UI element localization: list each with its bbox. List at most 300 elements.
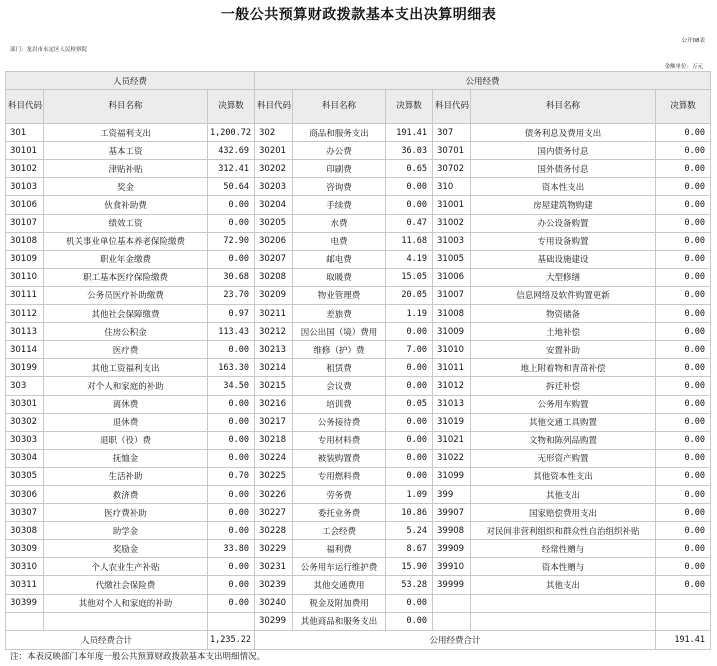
subject-name-cell: 地上附着物和青苗补偿 — [471, 359, 656, 377]
subject-name-cell: 其他交通工具购置 — [471, 413, 656, 431]
subject-name-cell: 税金及附加费用 — [293, 594, 386, 612]
subject-name-cell: 国外债务付息 — [471, 160, 656, 178]
table-row — [6, 413, 711, 431]
amount-cell — [656, 594, 711, 612]
subject-code-cell: 30111 — [6, 286, 44, 304]
subject-name-cell: 资本性支出 — [471, 178, 656, 196]
subject-code-cell: 30306 — [6, 485, 44, 503]
footnote: 注：本表反映部门本年度一般公共预算财政拨款基本支出明细情况。 — [10, 652, 266, 662]
subject-code-cell: 31002 — [433, 214, 471, 232]
subject-code-cell: 30310 — [6, 558, 44, 576]
subject-name-cell: 因公出国（境）费用 — [293, 323, 386, 341]
subject-code-cell: 302 — [255, 124, 293, 142]
subject-name-cell: 其他工资福利支出 — [44, 359, 208, 377]
subject-code-cell: 30107 — [6, 214, 44, 232]
expenditure-table — [5, 71, 711, 650]
subject-code-cell: 39910 — [433, 558, 471, 576]
col-header-amount: 决算数 — [208, 90, 255, 124]
subject-name-cell: 退休费 — [44, 413, 208, 431]
amount-cell: 0.00 — [386, 323, 433, 341]
table-row — [6, 286, 711, 304]
amount-cell — [656, 612, 711, 630]
amount-cell: 0.00 — [656, 413, 711, 431]
subject-code-cell: 30212 — [255, 323, 293, 341]
amount-cell: 23.70 — [208, 286, 255, 304]
amount-cell: 10.86 — [386, 504, 433, 522]
subject-code-cell: 30231 — [255, 558, 293, 576]
amount-cell: 0.00 — [656, 522, 711, 540]
subject-name-cell: 住房公积金 — [44, 323, 208, 341]
table-row — [6, 178, 711, 196]
subject-name-cell: 办公设备购置 — [471, 214, 656, 232]
subject-name-cell: 委托业务费 — [293, 504, 386, 522]
amount-cell: 11.68 — [386, 232, 433, 250]
amount-cell: 72.90 — [208, 232, 255, 250]
subject-name-cell: 手续费 — [293, 196, 386, 214]
subject-code-cell: 30106 — [6, 196, 44, 214]
subject-name-cell: 福利费 — [293, 540, 386, 558]
subject-name-cell: 专用燃料费 — [293, 467, 386, 485]
table-row — [6, 576, 711, 594]
subject-code-cell: 30102 — [6, 160, 44, 178]
amount-cell: 0.70 — [208, 467, 255, 485]
subject-name-cell: 其他对个人和家庭的补助 — [44, 594, 208, 612]
amount-cell — [208, 612, 255, 630]
subject-code-cell: 30208 — [255, 268, 293, 286]
amount-cell: 0.00 — [386, 449, 433, 467]
amount-cell: 0.65 — [386, 160, 433, 178]
subject-code-cell: 30201 — [255, 142, 293, 160]
amount-cell: 8.67 — [386, 540, 433, 558]
subject-code-cell: 30309 — [6, 540, 44, 558]
table-row — [6, 124, 711, 142]
subject-name-cell: 工资福利支出 — [44, 124, 208, 142]
amount-cell: 191.41 — [386, 124, 433, 142]
subject-name-cell: 公务用车运行维护费 — [293, 558, 386, 576]
amount-cell: 0.00 — [656, 341, 711, 359]
amount-cell: 7.00 — [386, 341, 433, 359]
subject-name-cell: 信息网络及软件购置更新 — [471, 286, 656, 304]
subject-name-cell: 劳务费 — [293, 485, 386, 503]
subject-name-cell: 差旅费 — [293, 305, 386, 323]
subject-code-cell: 30224 — [255, 449, 293, 467]
subject-name-cell: 公务员医疗补助缴费 — [44, 286, 208, 304]
subject-code-cell: 30204 — [255, 196, 293, 214]
subject-code-cell: 310 — [433, 178, 471, 196]
table-row — [6, 341, 711, 359]
subject-name-cell: 伙食补助费 — [44, 196, 208, 214]
table-row — [6, 612, 711, 630]
amount-cell: 0.00 — [656, 449, 711, 467]
subject-code-cell: 30229 — [255, 540, 293, 558]
amount-cell: 0.00 — [656, 576, 711, 594]
subject-name-cell: 代缴社会保险费 — [44, 576, 208, 594]
subject-code-cell: 30307 — [6, 504, 44, 522]
subject-code-cell: 30701 — [433, 142, 471, 160]
subject-name-cell — [471, 612, 656, 630]
subject-code-cell: 30216 — [255, 395, 293, 413]
subject-name-cell: 债务利息及费用支出 — [471, 124, 656, 142]
amount-cell: 15.90 — [386, 558, 433, 576]
subject-name-cell: 奖金 — [44, 178, 208, 196]
subject-name-cell: 资本性赠与 — [471, 558, 656, 576]
subject-code-cell: 30227 — [255, 504, 293, 522]
subject-name-cell: 退职（役）费 — [44, 431, 208, 449]
amount-cell: 0.00 — [208, 522, 255, 540]
amount-cell: 0.00 — [208, 558, 255, 576]
amount-cell: 1.09 — [386, 485, 433, 503]
amount-cell: 0.00 — [208, 214, 255, 232]
table-row — [6, 196, 711, 214]
subject-code-cell: 30217 — [255, 413, 293, 431]
amount-cell: 4.19 — [386, 250, 433, 268]
subject-code-cell: 30203 — [255, 178, 293, 196]
amount-cell: 113.43 — [208, 323, 255, 341]
amount-cell: 0.00 — [208, 196, 255, 214]
subject-code-cell: 303 — [6, 377, 44, 395]
subject-name-cell: 咨询费 — [293, 178, 386, 196]
subject-name-cell: 电费 — [293, 232, 386, 250]
subject-code-cell: 31012 — [433, 377, 471, 395]
subject-name-cell: 经常性赠与 — [471, 540, 656, 558]
col-header-amount: 决算数 — [656, 90, 711, 124]
subject-name-cell: 安置补助 — [471, 341, 656, 359]
subject-code-cell: 31010 — [433, 341, 471, 359]
subject-name-cell: 医疗费补助 — [44, 504, 208, 522]
amount-cell: 34.50 — [208, 377, 255, 395]
subject-code-cell: 39909 — [433, 540, 471, 558]
subject-code-cell: 30214 — [255, 359, 293, 377]
amount-cell: 0.00 — [208, 413, 255, 431]
subject-name-cell: 水费 — [293, 214, 386, 232]
subject-name-cell: 商品和服务支出 — [293, 124, 386, 142]
amount-cell: 20.05 — [386, 286, 433, 304]
amount-cell: 0.00 — [208, 395, 255, 413]
subject-name-cell: 工会经费 — [293, 522, 386, 540]
subject-name-cell: 助学金 — [44, 522, 208, 540]
subject-code-cell: 31019 — [433, 413, 471, 431]
subject-code-cell: 31009 — [433, 323, 471, 341]
subject-code-cell: 39999 — [433, 576, 471, 594]
table-row — [6, 540, 711, 558]
amount-cell: 0.00 — [656, 377, 711, 395]
subject-name-cell: 国家赔偿费用支出 — [471, 504, 656, 522]
subject-code-cell: 30108 — [6, 232, 44, 250]
table-row — [6, 305, 711, 323]
subject-name-cell: 专用材料费 — [293, 431, 386, 449]
subject-code-cell: 31022 — [433, 449, 471, 467]
department-label: 部门：龙岩市永定区人民检察院 — [10, 47, 88, 53]
amount-cell: 0.97 — [208, 305, 255, 323]
subject-code-cell: 31013 — [433, 395, 471, 413]
subject-name-cell: 抚恤金 — [44, 449, 208, 467]
col-header-amount: 决算数 — [386, 90, 433, 124]
amount-cell: 0.00 — [386, 178, 433, 196]
table-row — [6, 160, 711, 178]
subject-code-cell: 30206 — [255, 232, 293, 250]
subject-name-cell: 取暖费 — [293, 268, 386, 286]
amount-cell: 0.00 — [656, 558, 711, 576]
total-personnel-value: 1,235.22 — [208, 630, 255, 649]
subject-name-cell: 公务用车购置 — [471, 395, 656, 413]
col-header-code: 科目代码 — [6, 90, 44, 124]
subject-code-cell: 30308 — [6, 522, 44, 540]
amount-cell: 0.00 — [656, 268, 711, 286]
table-row — [6, 214, 711, 232]
subject-name-cell: 机关事业单位基本养老保险缴费 — [44, 232, 208, 250]
subject-code-cell: 30218 — [255, 431, 293, 449]
subject-name-cell: 职业年金缴费 — [44, 250, 208, 268]
subject-code-cell: 30305 — [6, 467, 44, 485]
subject-code-cell: 30109 — [6, 250, 44, 268]
subject-name-cell: 津贴补贴 — [44, 160, 208, 178]
subject-name-cell: 绩效工资 — [44, 214, 208, 232]
subject-code-cell — [433, 612, 471, 630]
subject-name-cell: 邮电费 — [293, 250, 386, 268]
amount-cell: 0.00 — [656, 467, 711, 485]
subject-code-cell: 30101 — [6, 142, 44, 160]
amount-cell: 0.00 — [386, 594, 433, 612]
table-row — [6, 232, 711, 250]
subject-name-cell: 无形资产购置 — [471, 449, 656, 467]
subject-code-cell: 30304 — [6, 449, 44, 467]
subject-name-cell: 其他商品和服务支出 — [293, 612, 386, 630]
amount-cell: 312.41 — [208, 160, 255, 178]
table-row — [6, 485, 711, 503]
subject-name-cell: 物业管理费 — [293, 286, 386, 304]
subject-name-cell: 房屋建筑物购建 — [471, 196, 656, 214]
subject-name-cell: 基本工资 — [44, 142, 208, 160]
subject-code-cell: 307 — [433, 124, 471, 142]
table-row — [6, 268, 711, 286]
amount-cell: 0.00 — [656, 196, 711, 214]
amount-cell: 0.00 — [656, 250, 711, 268]
amount-cell: 50.64 — [208, 178, 255, 196]
total-public-value: 191.41 — [656, 630, 711, 649]
amount-cell: 1,200.72 — [208, 124, 255, 142]
subject-name-cell: 其他社会保障缴费 — [44, 305, 208, 323]
subject-code-cell: 30299 — [255, 612, 293, 630]
amount-cell: 0.00 — [386, 612, 433, 630]
subject-code-cell: 31006 — [433, 268, 471, 286]
subject-code-cell: 30239 — [255, 576, 293, 594]
table-row — [6, 377, 711, 395]
currency-unit: 金额单位：万元 — [664, 64, 703, 70]
table-row — [6, 250, 711, 268]
table-row — [6, 323, 711, 341]
subject-name-cell: 其他交通费用 — [293, 576, 386, 594]
amount-cell: 0.00 — [656, 504, 711, 522]
subject-name-cell — [44, 612, 208, 630]
subject-name-cell: 印刷费 — [293, 160, 386, 178]
amount-cell: 0.00 — [208, 504, 255, 522]
subject-code-cell: 30205 — [255, 214, 293, 232]
amount-cell: 0.05 — [386, 395, 433, 413]
amount-cell: 0.00 — [208, 485, 255, 503]
amount-cell: 0.00 — [656, 485, 711, 503]
subject-code-cell: 30114 — [6, 341, 44, 359]
table-row — [6, 449, 711, 467]
subject-code-cell: 39908 — [433, 522, 471, 540]
amount-cell: 0.00 — [386, 196, 433, 214]
subject-name-cell: 物资储备 — [471, 305, 656, 323]
subject-name-cell: 对个人和家庭的补助 — [44, 377, 208, 395]
subject-code-cell: 31008 — [433, 305, 471, 323]
subject-code-cell: 31001 — [433, 196, 471, 214]
subject-name-cell: 大型修缮 — [471, 268, 656, 286]
subject-name-cell: 专用设备购置 — [471, 232, 656, 250]
amount-cell: 0.00 — [386, 359, 433, 377]
subject-name-cell: 会议费 — [293, 377, 386, 395]
subject-code-cell: 30211 — [255, 305, 293, 323]
amount-cell: 30.68 — [208, 268, 255, 286]
subject-name-cell: 其他支出 — [471, 576, 656, 594]
subject-name-cell — [471, 594, 656, 612]
table-row — [6, 359, 711, 377]
amount-cell: 0.00 — [656, 305, 711, 323]
subject-name-cell: 其他支出 — [471, 485, 656, 503]
subject-name-cell: 国内债务付息 — [471, 142, 656, 160]
subject-code-cell: 30303 — [6, 431, 44, 449]
subject-name-cell: 救济费 — [44, 485, 208, 503]
amount-cell: 0.00 — [208, 250, 255, 268]
section-personnel: 人员经费 — [6, 72, 255, 90]
amount-cell: 36.03 — [386, 142, 433, 160]
col-header-name: 科目名称 — [471, 90, 656, 124]
subject-code-cell: 30311 — [6, 576, 44, 594]
subject-name-cell: 生活补助 — [44, 467, 208, 485]
amount-cell: 0.00 — [656, 395, 711, 413]
subject-code-cell — [433, 594, 471, 612]
subject-code-cell: 30301 — [6, 395, 44, 413]
amount-cell: 432.69 — [208, 142, 255, 160]
amount-cell: 0.47 — [386, 214, 433, 232]
subject-name-cell: 租赁费 — [293, 359, 386, 377]
subject-name-cell: 个人农业生产补贴 — [44, 558, 208, 576]
amount-cell: 163.30 — [208, 359, 255, 377]
table-row — [6, 522, 711, 540]
subject-code-cell: 30113 — [6, 323, 44, 341]
subject-code-cell: 30215 — [255, 377, 293, 395]
subject-name-cell: 离休费 — [44, 395, 208, 413]
table-row — [6, 594, 711, 612]
amount-cell: 1.19 — [386, 305, 433, 323]
amount-cell: 0.00 — [208, 341, 255, 359]
subject-code-cell: 31099 — [433, 467, 471, 485]
report-title: 一般公共预算财政拨款基本支出决算明细表 — [220, 7, 497, 23]
total-personnel-label: 人员经费合计 — [6, 630, 208, 649]
amount-cell: 0.00 — [656, 286, 711, 304]
amount-cell: 0.00 — [656, 160, 711, 178]
subject-name-cell: 被装购置费 — [293, 449, 386, 467]
subject-code-cell: 30103 — [6, 178, 44, 196]
col-header-name: 科目名称 — [44, 90, 208, 124]
subject-code-cell: 30110 — [6, 268, 44, 286]
amount-cell: 0.00 — [656, 232, 711, 250]
subject-code-cell: 30399 — [6, 594, 44, 612]
amount-cell: 5.24 — [386, 522, 433, 540]
subject-name-cell: 培训费 — [293, 395, 386, 413]
amount-cell: 0.00 — [386, 431, 433, 449]
amount-cell: 0.00 — [208, 594, 255, 612]
amount-cell: 0.00 — [386, 413, 433, 431]
subject-code-cell: 30302 — [6, 413, 44, 431]
table-row — [6, 504, 711, 522]
subject-code-cell: 30213 — [255, 341, 293, 359]
table-row — [6, 142, 711, 160]
subject-code-cell: 30199 — [6, 359, 44, 377]
col-header-code: 科目代码 — [433, 90, 471, 124]
subject-name-cell: 职工基本医疗保险缴费 — [44, 268, 208, 286]
subject-code-cell: 301 — [6, 124, 44, 142]
subject-code-cell: 30240 — [255, 594, 293, 612]
subject-code-cell: 30202 — [255, 160, 293, 178]
amount-cell: 0.00 — [656, 214, 711, 232]
table-row — [6, 431, 711, 449]
subject-code-cell: 30225 — [255, 467, 293, 485]
amount-cell: 33.80 — [208, 540, 255, 558]
amount-cell: 0.00 — [386, 467, 433, 485]
subject-code-cell: 399 — [433, 485, 471, 503]
total-public-label: 公用经费合计 — [255, 630, 656, 649]
subject-code-cell: 30207 — [255, 250, 293, 268]
col-header-name: 科目名称 — [293, 90, 386, 124]
subject-code-cell: 31005 — [433, 250, 471, 268]
amount-cell: 0.00 — [656, 359, 711, 377]
amount-cell: 0.00 — [656, 142, 711, 160]
amount-cell: 15.05 — [386, 268, 433, 286]
subject-name-cell: 对民间非营利组织和群众性自治组织补贴 — [471, 522, 656, 540]
subject-name-cell: 医疗费 — [44, 341, 208, 359]
subject-name-cell: 公务接待费 — [293, 413, 386, 431]
amount-cell: 0.00 — [656, 124, 711, 142]
table-body — [6, 124, 711, 631]
subject-code-cell: 31011 — [433, 359, 471, 377]
subject-code-cell: 30209 — [255, 286, 293, 304]
subject-name-cell: 维修（护）费 — [293, 341, 386, 359]
table-code: 公开08表 — [681, 38, 705, 44]
subject-code-cell: 31021 — [433, 431, 471, 449]
subject-code-cell: 30226 — [255, 485, 293, 503]
amount-cell: 0.00 — [656, 323, 711, 341]
subject-name-cell: 基础设施建设 — [471, 250, 656, 268]
amount-cell: 0.00 — [656, 540, 711, 558]
subject-name-cell: 文物和陈列品购置 — [471, 431, 656, 449]
amount-cell: 0.00 — [208, 449, 255, 467]
table-row — [6, 467, 711, 485]
subject-name-cell: 土地补偿 — [471, 323, 656, 341]
subject-code-cell: 30228 — [255, 522, 293, 540]
amount-cell: 0.00 — [656, 431, 711, 449]
subject-code-cell: 30702 — [433, 160, 471, 178]
amount-cell: 0.00 — [386, 377, 433, 395]
table-row — [6, 395, 711, 413]
subject-name-cell: 其他资本性支出 — [471, 467, 656, 485]
section-public: 公用经费 — [255, 72, 711, 90]
amount-cell: 0.00 — [208, 431, 255, 449]
col-header-code: 科目代码 — [255, 90, 293, 124]
subject-code-cell: 39907 — [433, 504, 471, 522]
subject-code-cell: 31007 — [433, 286, 471, 304]
amount-cell: 53.28 — [386, 576, 433, 594]
subject-code-cell: 30112 — [6, 305, 44, 323]
subject-name-cell: 拆迁补偿 — [471, 377, 656, 395]
subject-code-cell: 31003 — [433, 232, 471, 250]
amount-cell: 0.00 — [656, 178, 711, 196]
subject-name-cell: 奖励金 — [44, 540, 208, 558]
subject-name-cell: 办公费 — [293, 142, 386, 160]
amount-cell: 0.00 — [208, 576, 255, 594]
